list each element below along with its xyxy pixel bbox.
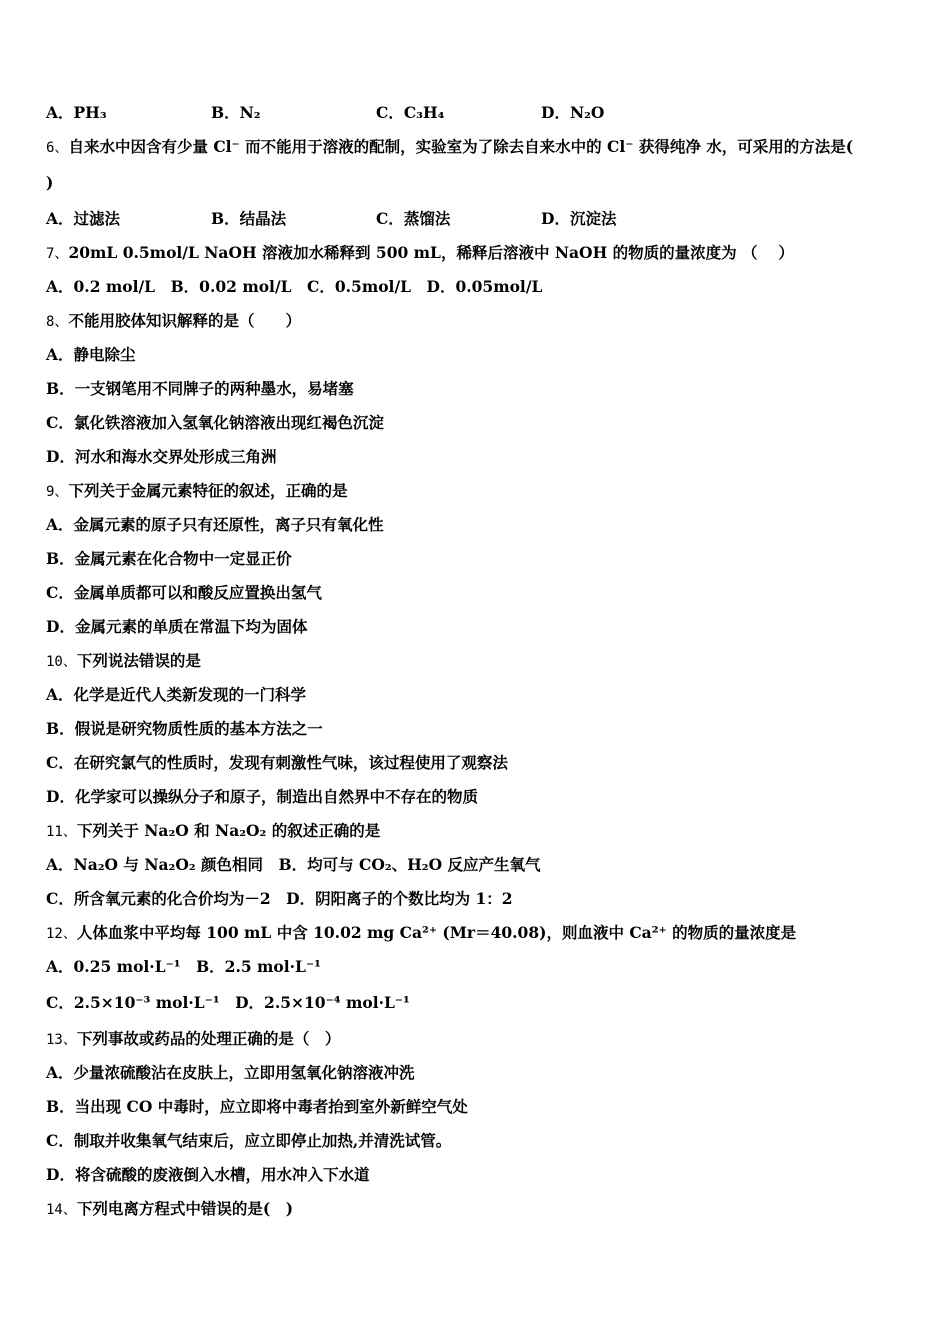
options-row [46,96,906,130]
line-text: 下列说法错误的是 [76,651,201,670]
option: A．过滤法 [46,209,121,228]
answer-line [46,166,906,202]
line-text: C．氯化铁溶液加入氢氧化钠溶液出现红褐色沉淀 [46,413,384,432]
question-stem [46,916,906,950]
line-text: A．Na₂O 与 Na₂O₂ 颜色相同 B．均可与 CO₂、H₂O 反应产生氧气 [46,855,541,874]
answer-line [46,1158,906,1192]
line-text: D．河水和海水交界处形成三角洲 [46,447,277,466]
answer-line [46,780,906,814]
answer-line [46,950,906,986]
line-text: 人体血浆中平均每 100 mL 中含 10.02 mg Ca²⁺ (Mr＝40.08)，则血液中 Ca²⁺ 的物质的量浓度是 [76,923,797,942]
answer-line [46,986,906,1022]
line-text: C．制取并收集氧气结束后，应立即停止加热,并清洗试管。 [46,1131,452,1150]
answer-line [46,372,906,406]
answer-line [46,270,906,304]
answer-line [46,1056,906,1090]
question-stem [46,644,906,678]
question-number: 12、 [46,926,77,942]
question-number: 13、 [46,1032,77,1048]
option: D．沉淀法 [541,209,617,228]
question-stem [46,1192,906,1226]
option: C．C₃H₄ [376,103,445,122]
line-text: 20mL 0.5mol/L NaOH 溶液加水稀释到 500 mL，稀释后溶液中 NaOH 的物质的量浓度为 （ ） [68,243,794,262]
option: D．N₂O [541,103,605,122]
question-number: 7、 [46,246,69,262]
answer-line [46,882,906,916]
answer-line [46,508,906,542]
line-text: B．金属元素在化合物中一定显正价 [46,549,292,568]
question-stem [46,474,906,508]
answer-line [46,848,906,882]
line-text: ) [46,173,54,192]
question-number: 9、 [46,484,69,500]
line-text: B．当出现 CO 中毒时，应立即将中毒者抬到室外新鲜空气处 [46,1097,468,1116]
line-text: 下列关于 Na₂O 和 Na₂O₂ 的叙述正确的是 [76,821,381,840]
line-text: D．将含硫酸的废液倒入水槽，用水冲入下水道 [46,1165,370,1184]
answer-line [46,610,906,644]
line-text: A．少量浓硫酸沾在皮肤上，立即用氢氧化钠溶液冲洗 [46,1063,415,1082]
line-text: C．金属单质都可以和酸反应置换出氢气 [46,583,322,602]
answer-line [46,338,906,372]
answer-line [46,542,906,576]
line-text: A．0.2 mol/L B．0.02 mol/L C．0.5mol/L D．0.05mol/L [46,277,543,296]
question-number: 14、 [46,1202,77,1218]
answer-line [46,746,906,780]
line-text: D．化学家可以操纵分子和原子，制造出自然界中不存在的物质 [46,787,478,806]
line-text: C．所含氧元素的化合价均为－2 D．阴阳离子的个数比均为 1：2 [46,889,513,908]
line-text: 下列电离方程式中错误的是( ) [76,1199,294,1218]
line-text: A．静电除尘 [46,345,136,364]
line-text: B．一支钢笔用不同牌子的两种墨水，易堵塞 [46,379,354,398]
option: B．结晶法 [211,209,287,228]
answer-line [46,1124,906,1158]
line-text: 自来水中因含有少量 Cl⁻ 而不能用于溶液的配制，实验室为了除去自来水中的 Cl⁻ 获得纯净 水，可采用的方法是( [68,137,854,156]
answer-line [46,406,906,440]
line-text: C．2.5×10⁻³ mol·L⁻¹ D．2.5×10⁻⁴ mol·L⁻¹ [46,993,410,1012]
question-stem [46,1022,906,1056]
option: C．蒸馏法 [376,209,451,228]
line-text: D．金属元素的单质在常温下均为固体 [46,617,308,636]
answer-line [46,1090,906,1124]
question-number: 8、 [46,314,69,330]
line-text: B．假说是研究物质性质的基本方法之一 [46,719,323,738]
option: B．N₂ [211,103,261,122]
answer-line [46,576,906,610]
question-number: 10、 [46,654,77,670]
question-number: 6、 [46,140,69,156]
line-text: 不能用胶体知识解释的是（ ） [68,311,301,330]
line-text: A．金属元素的原子只有还原性，离子只有氧化性 [46,515,384,534]
option: A．PH₃ [46,103,107,122]
line-text: 下列事故或药品的处理正确的是（ ） [76,1029,341,1048]
document-page [46,96,906,1226]
answer-line [46,440,906,474]
question-stem [46,814,906,848]
line-text: A．化学是近代人类新发现的一门科学 [46,685,307,704]
question-stem [46,236,906,270]
question-stem [46,304,906,338]
question-stem [46,130,906,166]
line-text: 下列关于金属元素特征的叙述，正确的是 [68,481,348,500]
answer-line [46,678,906,712]
options-row [46,202,906,236]
question-number: 11、 [46,824,77,840]
answer-line [46,712,906,746]
line-text: A．0.25 mol·L⁻¹ B．2.5 mol·L⁻¹ [46,957,321,976]
line-text: C．在研究氯气的性质时，发现有刺激性气味，该过程使用了观察法 [46,753,508,772]
